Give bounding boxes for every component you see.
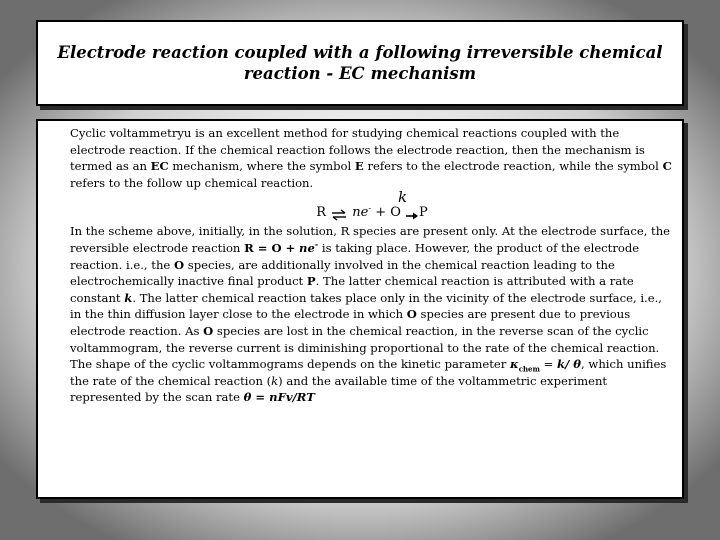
k-rate: k bbox=[124, 290, 133, 305]
body-text-2: is taking place. However, the product of the electrode reaction. i.e., the bbox=[70, 240, 640, 272]
p-product: P bbox=[306, 274, 316, 289]
theta-symbol: θ bbox=[243, 390, 252, 405]
intro-text-3: refers to the electrode reaction, while the symbol bbox=[363, 159, 663, 174]
body-ne-minus: - bbox=[314, 239, 319, 250]
content-box bbox=[36, 119, 684, 499]
body-text-4: . The latter chemical reaction is attributed with a rate constant bbox=[70, 274, 634, 305]
body-text-10: ) and the available time of the voltammetric experiment represented by the scan rate bbox=[70, 373, 608, 405]
o-species-3: O bbox=[203, 323, 214, 338]
eq-rate-constant: k bbox=[398, 188, 408, 207]
kappa-symbol: κ bbox=[509, 357, 519, 372]
reaction-equation bbox=[70, 188, 674, 221]
scan-rate-formula: = nFv/RT bbox=[251, 390, 315, 405]
forward-arrow-icon bbox=[405, 211, 419, 221]
r-eq-o: R = O + bbox=[244, 240, 296, 255]
k-over-theta: k/ θ bbox=[557, 357, 582, 372]
body-text-7: species are lost in the chemical reaction, in the reverse scan of the cyclic voltammogram, the reverse current is diminishing proportional to the rate of the chemical reaction. The shape of the cyclic voltammograms depends on the kinetic parameter bbox=[70, 323, 660, 372]
body-text-9: , which unifies the rate of the chemical reaction ( bbox=[70, 357, 667, 388]
body-ne: ne bbox=[299, 240, 315, 255]
body-text-3: species, are additionally involved in the chemical reaction leading to the electrochemically inactive final product bbox=[70, 257, 615, 289]
equilibrium-arrow-icon bbox=[330, 209, 348, 221]
intro-text-2: mechanism, where the symbol bbox=[168, 159, 355, 174]
eq-r: R bbox=[316, 204, 326, 220]
intro-text-4: refers to the follow up chemical reaction. bbox=[70, 175, 314, 190]
body-text-8: = bbox=[539, 357, 557, 372]
body-text-6: species are present due to previous electrode reaction. As bbox=[70, 307, 631, 338]
eq-ne: ne bbox=[352, 204, 369, 220]
body-text-5: . The latter chemical reaction takes place only in the vicinity of the electrode surface, i.e., in the thin diffusion layer close to the electrode in which bbox=[70, 290, 662, 322]
body-text-1: In the scheme above, initially, in the solution, R species are present only. At the electrode surface, the reversible electrode reaction bbox=[70, 224, 671, 255]
c-label: C bbox=[662, 159, 672, 174]
e-label: E bbox=[354, 159, 364, 174]
o-species-1: O bbox=[173, 257, 185, 272]
eq-ne-minus: - bbox=[368, 203, 372, 213]
k-paren: k bbox=[271, 373, 279, 388]
intro-text-1: Cyclic voltammetryu is an excellent method for studying chemical reactions coupled with the electrode reaction. If the chemical reaction follows the electrode reaction, then the mechanism is termed as an bbox=[70, 126, 645, 174]
body-paragraph bbox=[70, 223, 674, 406]
title-line-1: Electrode reaction coupled with a following irreversible chemical bbox=[57, 43, 663, 62]
title-box bbox=[36, 20, 684, 106]
o-species-2: O bbox=[406, 307, 417, 322]
eq-plus-o: + O bbox=[371, 204, 401, 220]
title-line-2: reaction - EC mechanism bbox=[243, 64, 477, 83]
eq-p: P bbox=[419, 204, 428, 220]
chem-subscript: chem bbox=[518, 364, 540, 374]
intro-paragraph bbox=[70, 125, 674, 191]
ec-label: EC bbox=[150, 159, 169, 174]
